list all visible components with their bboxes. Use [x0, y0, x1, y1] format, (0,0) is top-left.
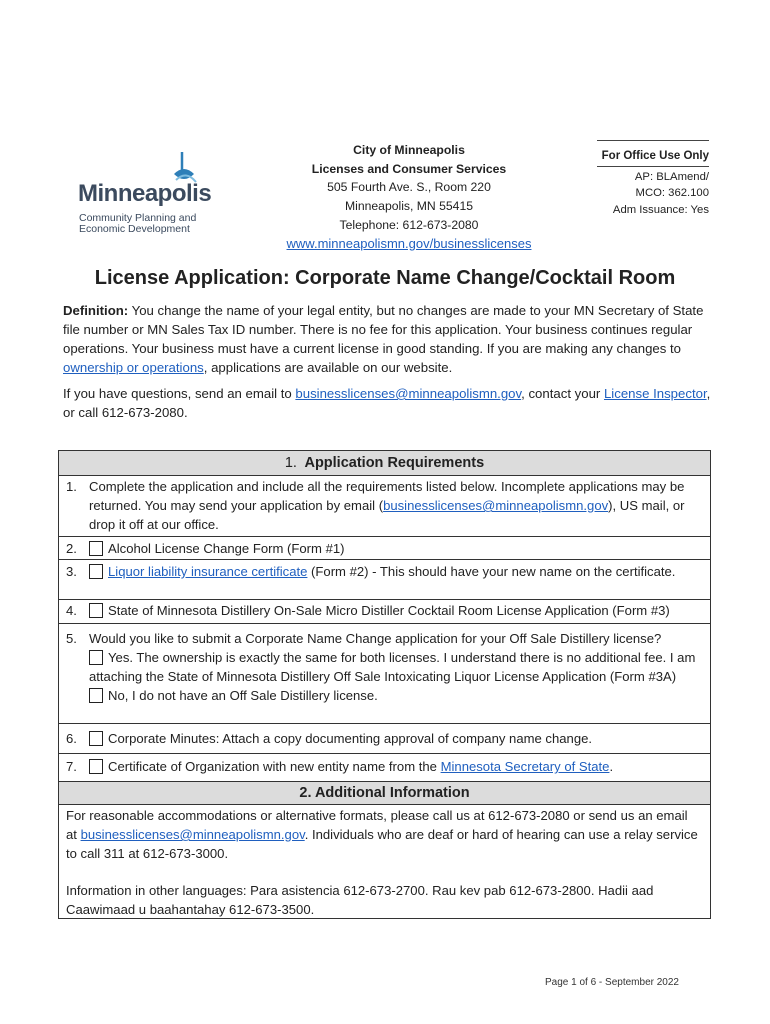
questions-paragraph: [63, 384, 713, 422]
logo-subtitle-line1: Community Planning and: [79, 212, 197, 224]
form1-checkbox[interactable]: [89, 541, 103, 556]
certificate-checkbox[interactable]: [89, 759, 103, 774]
office-use-box: [597, 140, 709, 218]
item5-question: Would you like to submit a Corporate Name Change application for your Off Sale Distillery license?: [89, 631, 662, 646]
item1-text-end: ), US mail, or drop it off at our office.: [89, 498, 685, 532]
item-number: 3.: [66, 564, 77, 579]
item3-text: (Form #2) - This should have your new name on the certificate.: [307, 564, 676, 579]
item2-text: Alcohol License Change Form (Form #1): [108, 541, 345, 556]
item-number: 7.: [66, 759, 77, 774]
email-link[interactable]: businesslicenses@minneapolismn.gov: [295, 386, 522, 401]
no-checkbox[interactable]: [89, 688, 103, 703]
requirements-table: [58, 450, 711, 919]
accommodations-email-link[interactable]: businesslicenses@minneapolismn.gov: [80, 827, 305, 842]
secretary-of-state-link[interactable]: Minnesota Secretary of State: [440, 759, 610, 774]
item1-email-link[interactable]: businesslicenses@minneapolismn.gov: [383, 498, 609, 513]
definition-text-end: , applications are available on our website.: [203, 360, 453, 375]
address-line2: Minneapolis, MN 55415: [344, 199, 474, 214]
page-title: License Application: Corporate Name Change/Cocktail Room: [94, 267, 676, 289]
liquor-liability-link[interactable]: Liquor liability insurance certificate: [108, 564, 308, 579]
ownership-operations-link[interactable]: ownership or operations: [63, 360, 204, 375]
accommodations-text-end: . Individuals who are deaf or hard of hearing can use a relay service to call 311 at 612-673-3000.: [66, 827, 698, 861]
form2-checkbox[interactable]: [89, 564, 103, 579]
definition-label: Definition:: [63, 303, 129, 318]
section1-number: 1.: [284, 455, 297, 471]
item7-text-end: .: [609, 759, 614, 774]
item4-text: State of Minnesota Distillery On-Sale Micro Distiller Cocktail Room License Application (Form #3): [108, 603, 670, 618]
logo-wordmark: Minneapolis: [78, 180, 212, 207]
definition-paragraph: [63, 301, 713, 377]
telephone: Telephone: 612-673-2080: [339, 217, 479, 232]
logo-subtitle-line2: Economic Development: [79, 223, 190, 235]
item-number: 6.: [66, 731, 77, 746]
questions-text-mid: , contact your: [521, 386, 604, 401]
section2-header: 2. Additional Information: [59, 781, 710, 805]
item6-text: Corporate Minutes: Attach a copy documenting approval of company name change.: [108, 731, 593, 746]
section1-title: Application Requirements: [304, 455, 485, 471]
languages-text: Information in other languages: Para asistencia 612-673-2700. Rau kev pab 612-673-2800. Hadii aad Caawimaad u baahantahay 612-673-3500.: [66, 883, 654, 917]
address-line1: 505 Fourth Ave. S., Room 220: [327, 180, 491, 195]
item-number: 5.: [66, 631, 77, 646]
questions-text-end: , or call 612-673-2080.: [63, 386, 711, 420]
office-mco: MCO: 362.100: [635, 187, 709, 199]
section1-header: [59, 451, 710, 476]
item7-text: Certificate of Organization with new entity name from the: [108, 759, 441, 774]
questions-text: If you have questions, send an email to: [63, 386, 296, 401]
item-number: 2.: [66, 541, 77, 556]
department-name: Licenses and Consumer Services: [311, 161, 507, 176]
item1-text: Complete the application and include all the requirements listed below. Incomplete applications may be returned. You may send your application by email (: [89, 479, 685, 513]
corporate-minutes-checkbox[interactable]: [89, 731, 103, 746]
website-link[interactable]: www.minneapolismn.gov/businesslicenses: [286, 235, 532, 251]
city-name: City of Minneapolis: [353, 143, 465, 157]
page-footer: Page 1 of 6 - September 2022: [545, 977, 679, 988]
minneapolis-logo: [78, 150, 218, 240]
office-ap: AP: BLAmend/: [634, 170, 709, 183]
definition-text: You change the name of your legal entity, but no changes are made to your MN Secretary of State file number or MN Sales Tax ID number. There is no fee for this application. Your business continues regular operations. Your business must have a current license in good standing. If you are making any changes to: [63, 303, 704, 356]
yes-checkbox[interactable]: [89, 650, 103, 665]
yes-option-text: Yes. The ownership is exactly the same for both licenses. I understand there is no additional fee. I am attaching the State of Minnesota Distillery Off Sale Intoxicating Liquor License Application (Form #3A): [89, 650, 696, 684]
accommodations-text: For reasonable accommodations or alternative formats, please call us at 612-673-2080 or send us an email at: [66, 808, 688, 842]
office-contact-header: [270, 141, 548, 253]
item-number: 1.: [66, 479, 77, 494]
no-option-text: No, I do not have an Off Sale Distillery license.: [108, 688, 378, 703]
form3-checkbox[interactable]: [89, 603, 103, 618]
office-use-title: For Office Use Only: [597, 148, 709, 167]
office-adm: Adm Issuance: Yes: [612, 203, 709, 216]
license-inspector-link[interactable]: License Inspector: [603, 386, 707, 401]
item-number: 4.: [66, 603, 77, 618]
